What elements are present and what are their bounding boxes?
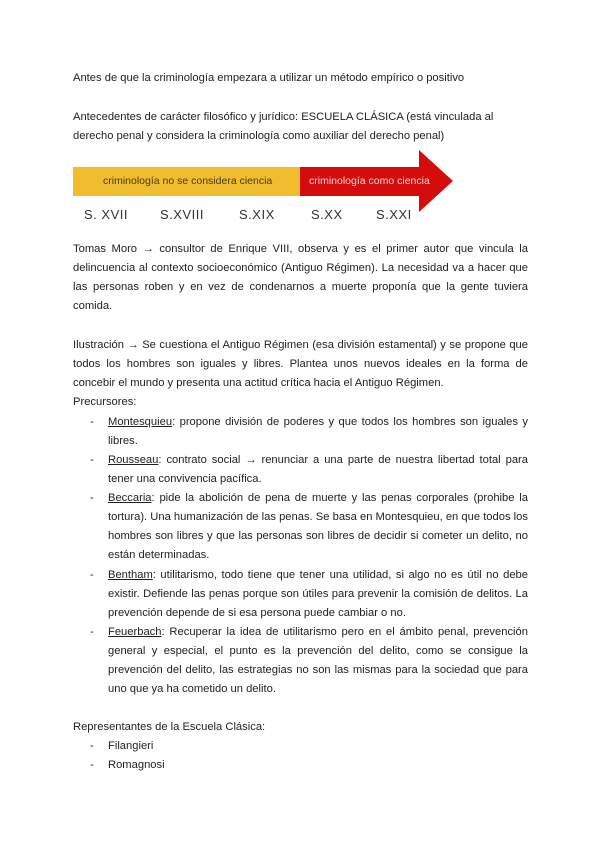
precursor-description: : utilitarismo, todo tiene que tener una utilidad, si algo no es útil no debe existir. Defiende las penas porque son útiles para prevenir la comisión de delitos. La prevención depende de si esa persona puede cambiar o no. [108,569,528,619]
list-dash: - [90,759,94,771]
ilustracion-paragraph: Ilustración → Se cuestiona el Antiguo Régimen (esa división estamental) y se propone que todos los hombres son iguales y libres. Plantea unos nuevos ideales en la forma de concebir el mundo y presenta una actitud crítica hacia el Antiguo Régimen. [73,339,528,389]
antecedentes-line-1: Antecedentes de carácter filosófico y jurídico: ESCUELA CLÁSICA (está vinculada al [73,111,494,123]
precursor-description: : propone división de poderes y que todos los hombres son iguales y libres. [108,416,528,447]
representante-name: Filangieri [108,740,154,752]
timeline-red-label: criminología como ciencia [309,175,430,187]
precursor-description: : pide la abolición de pena de muerte y las penas corporales (prohibe la tortura). Una humanización de las penas. Se basa en Montesquieu, en que todos los hombres son libres y que las personas son libres de decidir si cometer un delito, no están determinadas. [108,492,528,561]
century-label: S. XVII [84,207,128,222]
timeline-yellow-label: criminología no se considera ciencia [103,175,273,187]
precursores-heading: Precursores: [73,396,137,408]
tomas-moro-paragraph: Tomas Moro → consultor de Enrique VIII, observa y es el primer autor que vincula la delincuencia al contexto socioeconómico (Antiguo Régimen). La necesidad va a hacer que las personas roben y en vez de condenarnos a muerte proponía que la gente tuviera comida. [73,243,528,312]
list-dash: - [90,740,94,752]
timeline-arrow [73,150,455,212]
precursor-text [108,413,528,451]
representantes-heading: Representantes de la Escuela Clásica: [73,721,266,733]
precursor-text [108,623,528,699]
list-dash: - [90,454,94,466]
precursor-text [108,489,528,565]
precursor-description: : contrato social → renunciar a una parte de nuestra libertad total para tener una convivencia pacífica. [108,454,528,485]
century-label: S.XXI [376,207,412,222]
precursor-text [108,566,528,623]
antecedentes-line-2: derecho penal y considera la criminología como auxiliar del derecho penal) [73,130,445,142]
century-label: S.XVIII [160,207,204,222]
precursor-name: Montesquieu [108,416,173,428]
precursor-name: Beccaria [108,492,152,504]
representante-name: Romagnosi [108,759,165,771]
century-label: S.XX [311,207,343,222]
precursor-description: : Recuperar la idea de utilitarismo pero en el ámbito penal, prevención general y especial, el punto es la prevención del delito, como se consigue la prevención del delito, las estrategias no son las mismas para la sociedad que para uno que ya ha cometido un delito. [108,626,528,695]
century-label: S.XIX [239,207,275,222]
precursor-text [108,451,528,489]
list-dash: - [90,626,94,638]
list-dash: - [90,569,94,581]
precursor-name: Rousseau [108,454,159,466]
precursor-name: Feuerbach [108,626,162,638]
list-dash: - [90,492,94,504]
intro-line: Antes de que la criminología empezara a utilizar un método empírico o positivo [73,72,465,84]
precursor-name: Bentham [108,569,153,581]
list-dash: - [90,416,94,428]
